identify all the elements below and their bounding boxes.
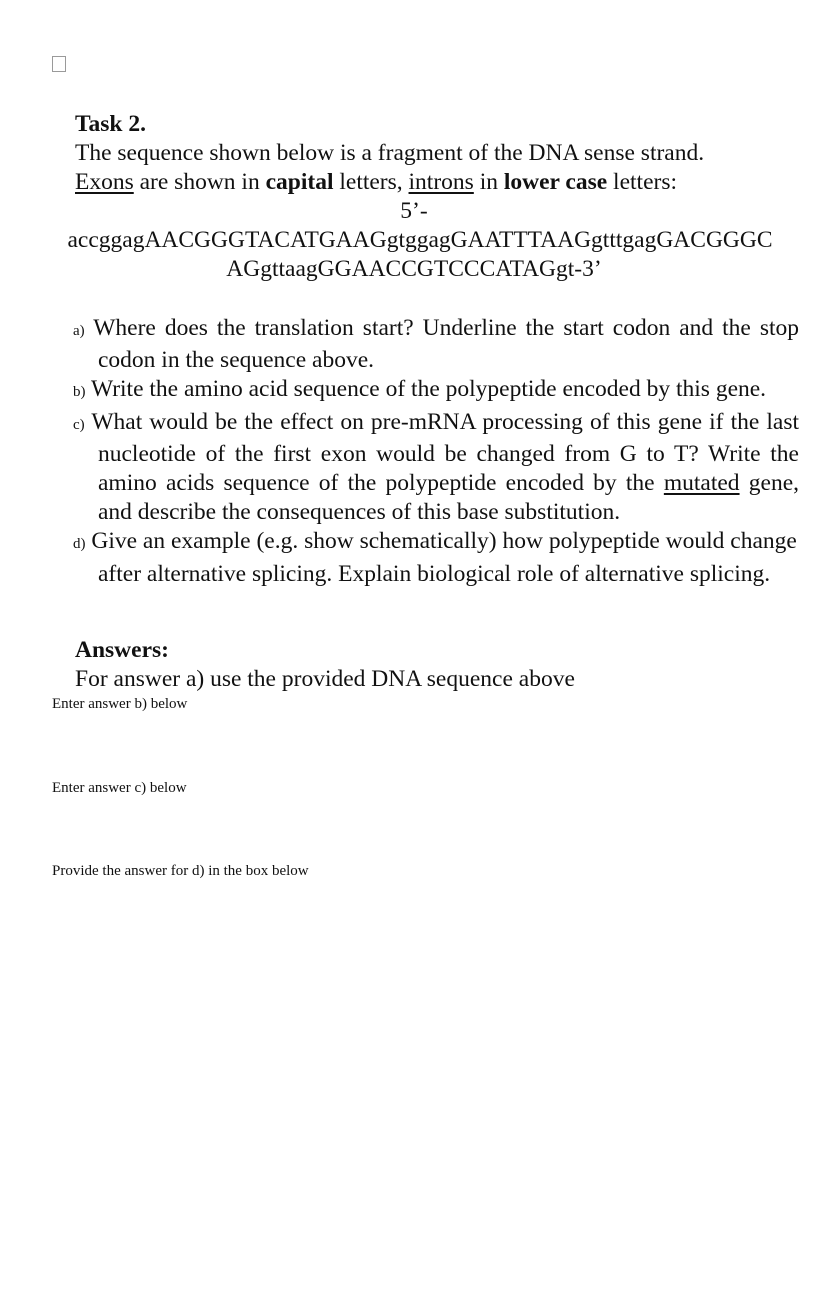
question-d-text: Give an example (e.g. show schematically) how polypeptide would change after alternative splicing. Explain biological role of alternative splicing. bbox=[91, 528, 797, 587]
lower-case-word: lower case bbox=[503, 169, 608, 195]
letters-colon-text: letters: bbox=[607, 169, 677, 195]
answer-b-prompt: Enter answer b) below bbox=[52, 696, 188, 712]
are-shown-in-text: are shown in bbox=[133, 169, 266, 195]
task-title: Task 2. bbox=[75, 111, 146, 137]
question-c-text-before: What would be the effect on pre-mRNA processing of this gene if the last nucleotide of the first exon would be changed from G to T? Write the amino acids sequence of the polypeptide encoded by the bbox=[91, 408, 800, 497]
question-a bbox=[73, 314, 799, 375]
intro-line-1: The sequence shown below is a fragment of the DNA sense strand. bbox=[75, 140, 705, 166]
question-c-text-after: gene, and describe the consequences of this base substitution. bbox=[98, 470, 799, 526]
dna-sequence-line-1: accggagAACGGGTACATGAAGgtggagGAATTTAAGgtttgagGACGGGC bbox=[67, 227, 773, 253]
question-d bbox=[73, 527, 799, 588]
question-list bbox=[73, 314, 799, 589]
question-b-label: b) bbox=[73, 384, 86, 401]
answers-heading: Answers: bbox=[75, 637, 169, 663]
introns-word: introns bbox=[408, 169, 474, 195]
question-c bbox=[73, 408, 799, 528]
question-a-label: a) bbox=[73, 323, 85, 339]
intro-line-2 bbox=[75, 168, 677, 197]
dna-sequence-line-2: AGgttaagGGAACCGTCCCATAGgt-3’ bbox=[226, 256, 602, 282]
answer-c-prompt: Enter answer c) below bbox=[52, 780, 187, 796]
mutated-word: mutated bbox=[663, 470, 740, 497]
question-d-label: d) bbox=[73, 536, 86, 553]
letters-comma-text: letters, bbox=[333, 169, 409, 195]
sequence-start: 5’- bbox=[400, 198, 428, 224]
question-b-text: Write the amino acid sequence of the polypeptide encoded by this gene. bbox=[90, 376, 767, 403]
capital-word: capital bbox=[265, 169, 334, 195]
question-b bbox=[73, 375, 799, 407]
question-a-text: Where does the translation start? Underline the start codon and the stop codon in the sequence above. bbox=[93, 315, 800, 374]
answer-a-note: For answer a) use the provided DNA sequence above bbox=[75, 666, 575, 692]
empty-square-icon[interactable] bbox=[52, 56, 66, 72]
in-word-text: in bbox=[473, 169, 504, 195]
question-c-label: c) bbox=[73, 416, 85, 433]
exons-word: Exons bbox=[75, 169, 134, 195]
answer-d-prompt: Provide the answer for d) in the box below bbox=[52, 863, 309, 879]
